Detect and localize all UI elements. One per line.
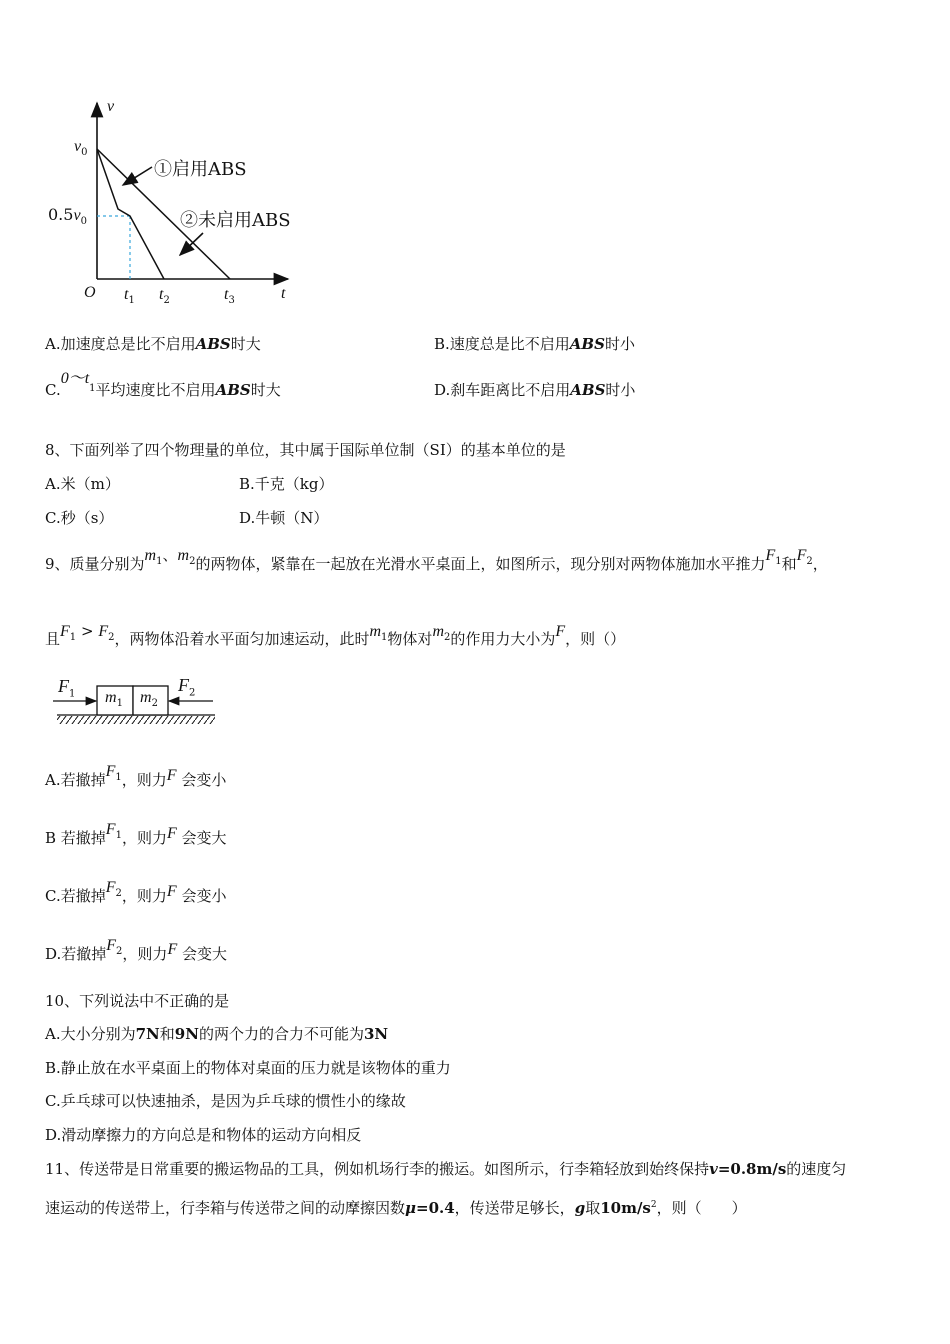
q8-option-c[interactable]: C.秒（s） (45, 509, 114, 527)
no-abs-label: ②未启用ABS (180, 210, 291, 231)
t2-label: $t_2$ (159, 286, 170, 306)
v0-label: $v_0$ (74, 138, 88, 158)
q11-stem-line1: 11、传送带是日常重要的搬运物品的工具，例如机场行李的搬运。如图所示，行李箱轻放到始终保持v=0.8m/s的速度匀 (45, 1160, 847, 1178)
q9-option-c[interactable]: C.若撤掉$F_2$，则力F 会变小 (45, 879, 227, 905)
origin-label: O (84, 284, 96, 301)
t3-label: $t_3$ (224, 286, 235, 306)
half-v0-label: $0.5v_0$ (48, 205, 87, 228)
q8-stem: 8、下面列举了四个物理量的单位，其中属于国际单位制（SI）的基本单位的是 (45, 441, 566, 459)
q8-option-b[interactable]: B.千克（kg） (239, 475, 334, 493)
q9-stem-line1: 9、质量分别为$m_1$、$m_2$的两物体，紧靠在一起放在光滑水平桌面上，如图所示，现分别对两物体施加水平推力$F_1$和$F_2$， (45, 546, 828, 573)
q9-stem-line2: 且$F_1 > F_2$，两物体沿着水平面匀加速运动，此时$m_1$物体对$m_2$的作用力大小为F，则（） (45, 622, 626, 648)
q8-option-d[interactable]: D.牛顿（N） (239, 509, 329, 527)
q11-stem-line2: 速运动的传送带上，行李箱与传送带之间的动摩擦因数μ=0.4，传送带足够长，g取$10m/s^2$，则（ ） (45, 1199, 747, 1217)
q8-option-a[interactable]: A.米（m） (45, 475, 120, 493)
ground-hatch (57, 716, 215, 724)
fig-m2-label: $m_2$ (140, 689, 158, 709)
fig-m1-label: $m_1$ (105, 689, 123, 709)
q7-option-b[interactable]: B.速度总是比不启用ABS时小 (434, 335, 635, 353)
q7-option-a[interactable]: A.加速度总是比不启用ABS时大 (45, 335, 261, 353)
abs-label: ①启用ABS (154, 159, 247, 180)
t-axis-label: t (281, 285, 286, 302)
v-axis-label: v (107, 98, 115, 115)
label2-arrow (180, 233, 203, 255)
fig-f2-label: $F_2$ (178, 675, 196, 699)
vt-graph (40, 95, 330, 310)
vt-graph-svg (40, 95, 330, 310)
t1-label: $t_1$ (124, 286, 135, 306)
q10-option-d[interactable]: D.滑动摩擦力的方向总是和物体的运动方向相反 (45, 1126, 362, 1144)
q10-option-b[interactable]: B.静止放在水平桌面上的物体对桌面的压力就是该物体的重力 (45, 1059, 451, 1077)
q10-stem: 10、下列说法中不正确的是 (45, 992, 230, 1010)
q7-option-c[interactable]: $C.0\sim t_1$平均速度比不启用ABS时大 (45, 370, 281, 399)
q9-option-b[interactable]: B 若撤掉$F_1$，则力F 会变大 (45, 821, 227, 847)
fig-f1-label: $F_1$ (58, 676, 76, 700)
q9-option-d[interactable]: D.若撤掉$F_2$，则力F 会变大 (45, 937, 228, 963)
q10-option-c[interactable]: C.乒乓球可以快速抽杀，是因为乒乓球的惯性小的缘故 (45, 1092, 406, 1110)
q10-option-a[interactable]: A.大小分别为7N和9N的两个力的合力不可能为3N (45, 1025, 389, 1043)
label1-arrow (123, 167, 152, 185)
q7-option-d[interactable]: D.刹车距离比不启用ABS时小 (434, 381, 636, 399)
q9-option-a[interactable]: A.若撤掉$F_1$，则力F 会变小 (45, 763, 227, 789)
q9-blocks-figure (45, 672, 225, 730)
